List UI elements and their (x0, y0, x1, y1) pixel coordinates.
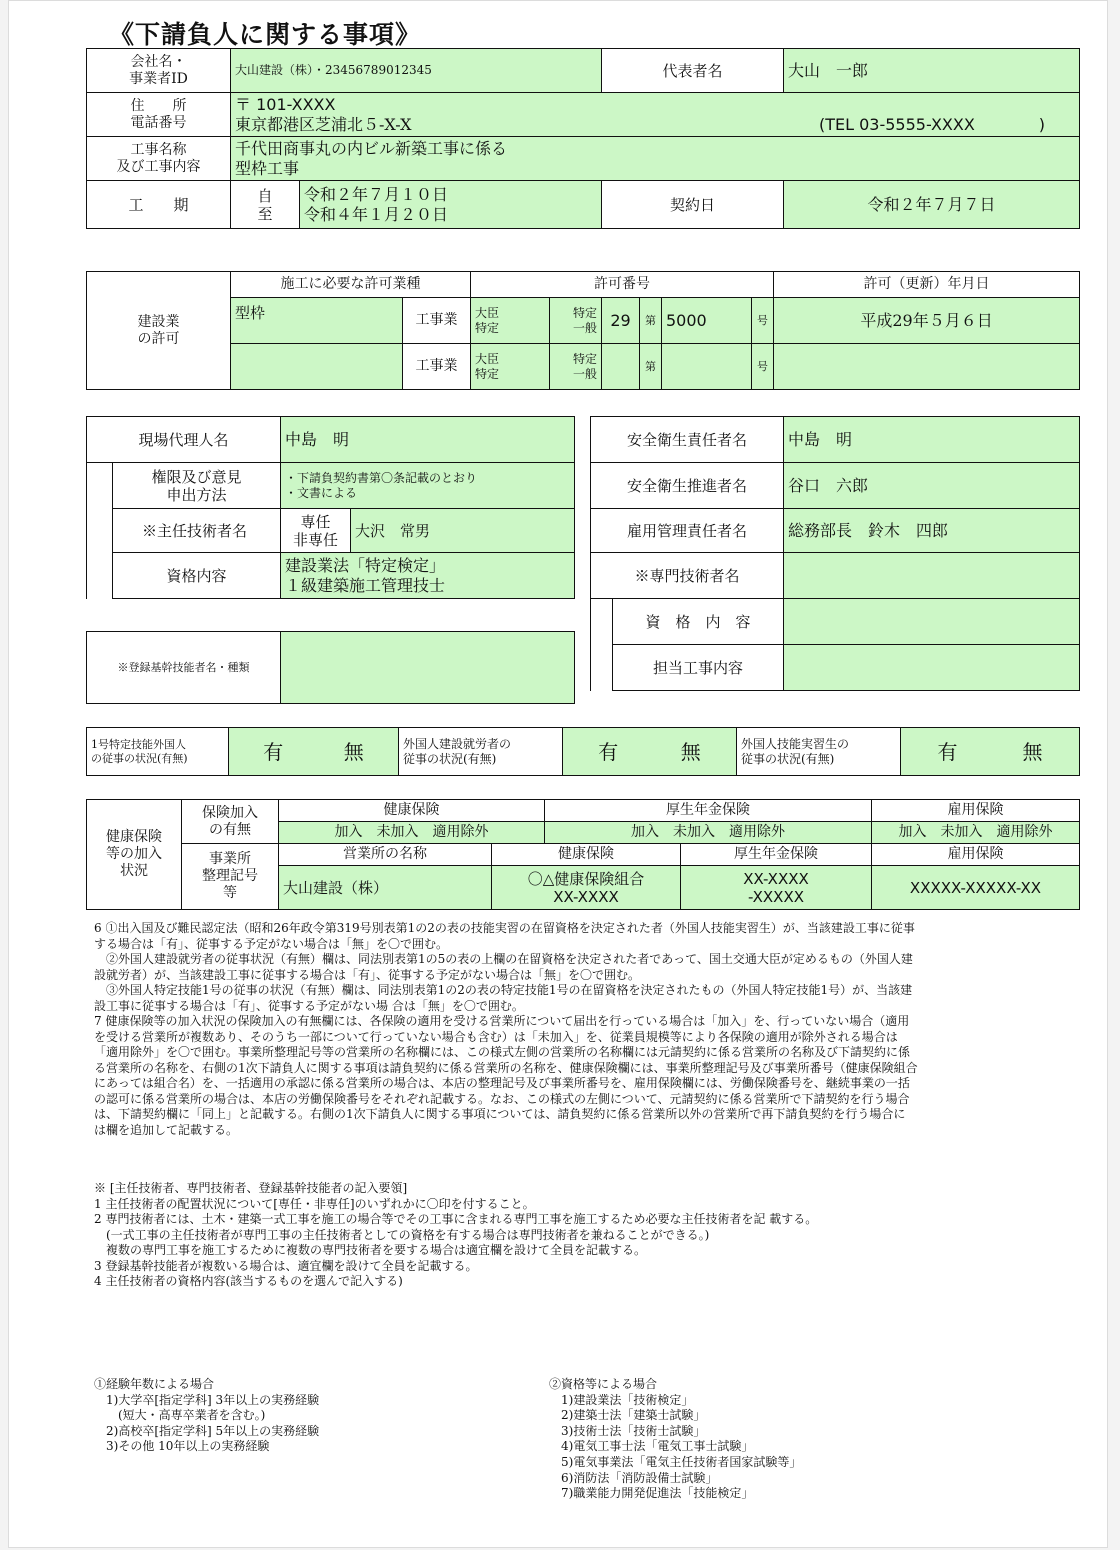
note-line: ②外国人建設就労者の従事状況（有無）欄は、同法別表第1の5の表の上欄の在留資格を決定された者であって、国土交通大臣が定めるもの（外国人建 (94, 952, 913, 966)
authority-label: 権限及び意見 申出方法 (113, 463, 281, 509)
foreign-construction-choice[interactable] (563, 728, 737, 776)
note-line: ③外国人特定技能1号の従事の状況（有無）欄は、同法別表第1の2の表の特定技能1号の在留資格を決定されたもの（外国人特定技能1号）が、当該建 (94, 983, 913, 997)
health-code-header: 健康保険 (492, 844, 681, 866)
site-agent-label: 現場代理人名 (87, 417, 281, 463)
representative-label: 代表者名 (602, 49, 784, 93)
period-label: 工 期 (87, 181, 231, 229)
staff-left-table (86, 416, 575, 599)
guide-line: 4 主任技術者の資格内容(該当するものを選んで記入する) (94, 1274, 403, 1288)
qualification-item: 2)建築士法「建築士試験」 (549, 1408, 706, 1423)
pension-code-value[interactable]: XX-XXXX -XXXXX (681, 866, 872, 910)
office-name-value[interactable]: 大山建設（株） (279, 866, 492, 910)
permit-number-header: 許可番号 (471, 272, 774, 298)
specialist-label: ※専門技術者名 (591, 553, 784, 599)
employment-manager-value[interactable]: 総務部長 鈴木 四郎 (784, 509, 1080, 553)
employment-manager-label: 雇用管理責任者名 (591, 509, 784, 553)
safety-promoter-label: 安全衛生推進者名 (591, 463, 784, 509)
note-line: 設工事に従事する場合は「有」、従事する予定がない場 合は「無」を〇で囲む。 (94, 998, 524, 1013)
period-from-to-labels: 自 至 (231, 181, 300, 229)
note-line: の認可に係る営業所の場合は、本店の労働保険番号をそれぞれ記載する。なお、この様式の左側について、元請契約に係る営業所で下請契約を行う場合 (94, 1091, 910, 1106)
choice-yes[interactable]: 有 (598, 739, 619, 764)
chief-engineer-label: ※主任技術者名 (113, 509, 281, 553)
note-line: る営業所の名称を、右側の1次下請負人に関する事項は請負契約に係る営業所の名称を、健康保険欄には、事業所整理記号及び事業所番号（健康保険組合 (94, 1060, 918, 1075)
permit-row1-dai: 第 (640, 298, 662, 344)
company-name-value[interactable]: 大山建設（株）・23456789012345 (231, 49, 602, 93)
permit-row1-gou: 号 (752, 298, 774, 344)
choice-no[interactable]: 無 (343, 739, 364, 764)
qualification-item: ②資格等による場合 (549, 1377, 658, 1391)
guide-line: 3 登録基幹技能者が複数いる場合は、適宜欄を設けて全員を記載する。 (94, 1258, 478, 1273)
staff-left-indent (87, 463, 113, 599)
qualification-item: 4)電気工事士法「電気工事士試験」 (549, 1439, 754, 1454)
authority-value[interactable]: ・下請負契約書第〇条記載のとおり ・文書による (281, 463, 575, 509)
specialist-qualification-label: 資 格 内 容 (613, 599, 784, 645)
permit-row1-date[interactable]: 平成29年５月６日 (774, 298, 1080, 344)
employment-code-header: 雇用保険 (872, 844, 1080, 866)
choice-yes[interactable]: 有 (937, 739, 958, 764)
safety-manager-value[interactable]: 中島 明 (784, 417, 1080, 463)
notes-section (94, 921, 1084, 1138)
staff-right-table (590, 416, 1080, 691)
postal-code: 〒 101-XXXX (235, 95, 336, 115)
pension-join-options[interactable]: 加入 未加入 適用除外 (545, 822, 872, 844)
employment-join-options[interactable]: 加入 未加入 適用除外 (872, 822, 1080, 844)
specialist-qualification-value[interactable] (784, 599, 1080, 645)
registered-skill-table (86, 631, 575, 704)
permit-row2-kouji: 工事業 (403, 344, 471, 390)
permit-table (86, 271, 1080, 390)
permit-row1-type[interactable]: 型枠 (231, 298, 403, 344)
permit-row2-year[interactable] (602, 344, 640, 390)
work-content: 型枠工事 (235, 158, 300, 178)
document-page (8, 0, 1108, 1548)
note-line: は欄を追加して記載する。 (94, 1122, 239, 1137)
period-to: 令和４年１月２０日 (304, 204, 449, 224)
office-code-label: 事業所 整理記号 等 (182, 844, 279, 910)
qualification-list (549, 1377, 969, 1502)
note-line: 「適用除外」を〇で囲む。事業所整理記号等の営業所の名称欄には、この様式左側の営業所の名称欄には元請契約に係る営業所の名称及び下請契約に係 (94, 1045, 911, 1059)
permit-row2-number[interactable] (662, 344, 752, 390)
insurance-join-label: 保険加入 の有無 (182, 800, 279, 844)
guide-section (94, 1181, 1084, 1290)
office-name-header: 営業所の名称 (279, 844, 492, 866)
guide-line: (一式工事の主任技術者が専門工事の主任技術者としての資格を有する場合は専門技術者を兼ねることができる。) (94, 1227, 710, 1242)
work-value[interactable] (231, 137, 1080, 181)
permit-row2-date[interactable] (774, 344, 1080, 390)
employment-header: 雇用保険 (872, 800, 1080, 822)
foreign-workers-table (86, 727, 1080, 776)
note-line: にあっては組合名）を、一括適用の承認に係る営業所の場合は、本店の整理記号及び事業所番号を、雇用保険欄には、労働保険番号を、継続事業の一括 (94, 1076, 910, 1090)
foreign-trainee-label: 外国人技能実習生の 従事の状況(有無) (737, 728, 901, 776)
period-dates[interactable] (300, 181, 602, 229)
experience-item: 1)大学卒[指定学科] 3年以上の実務経験 (94, 1392, 320, 1407)
permit-row1-kouji: 工事業 (403, 298, 471, 344)
note-line: 7 健康保険等の加入状況の保険加入の有無欄には、各保険の適用を受ける営業所について届出を行っている場合は「加入」を、行っていない場合（適用 (94, 1014, 910, 1028)
safety-promoter-value[interactable]: 谷口 六郎 (784, 463, 1080, 509)
chief-engineer-value[interactable]: 大沢 常男 (351, 509, 575, 553)
staff-right-indent (591, 599, 613, 691)
note-line: は、下請契約欄に「同上」と記載する。右側の1次下請負人に関する事項については、請負契約に係る営業所以外の営業所で再下請負契約を行う場合に (94, 1107, 906, 1121)
note-line: する場合は「有」、従事する予定がない場合は「無」を〇で囲む。 (94, 936, 449, 951)
work-label: 工事名称 及び工事内容 (87, 137, 231, 181)
insurance-section-label: 健康保険 等の加入 状況 (87, 800, 182, 910)
experience-item: (短大・高専卒業者を含む。) (94, 1408, 266, 1423)
permit-row2-type[interactable] (231, 344, 403, 390)
guide-line: ※ [主任技術者、専門技術者、登録基幹技能者の記入要領] (94, 1181, 408, 1195)
permit-type-header: 施工に必要な許可業種 (231, 272, 471, 298)
pension-header: 厚生年金保険 (545, 800, 872, 822)
pension-code-header: 厚生年金保険 (681, 844, 872, 866)
qualification-item: 7)職業能力開発促進法「技能検定」 (549, 1486, 754, 1501)
representative-value[interactable]: 大山 一郎 (784, 49, 1080, 93)
experience-item: ①経験年数による場合 (94, 1377, 215, 1391)
note-line: 設就労者）が、当該建設工事に従事する場合は「有」、従事する予定がない場合は「無」を〇で囲む。 (94, 967, 641, 982)
specialist-work-label: 担当工事内容 (613, 645, 784, 691)
foreign-construction-label: 外国人建設就労者の 従事の状況(有無) (399, 728, 563, 776)
foreign-trainee-choice[interactable] (901, 728, 1080, 776)
telephone: (TEL 03-5555-XXXX ) (818, 114, 1046, 134)
contract-date-value[interactable]: 令和２年７月７日 (784, 181, 1080, 229)
permit-row2-class[interactable]: 特定 一般 (550, 344, 602, 390)
specialist-value[interactable] (784, 553, 1080, 599)
qualification-item: 1)建設業法「技術検定」 (549, 1392, 694, 1407)
employment-code-value[interactable]: XXXXX-XXXXX-XX (872, 866, 1080, 910)
period-from: 令和２年７月１０日 (304, 185, 449, 205)
permit-row1-authority[interactable]: 大臣 特定 (471, 298, 550, 344)
insurance-table (86, 799, 1080, 910)
guide-line: 1 主任技術者の配置状況について[専任・非専任]のいずれかに〇印を付すること。 (94, 1196, 535, 1211)
permit-row1-class[interactable]: 特定 一般 (550, 298, 602, 344)
work-name: 千代田商事丸の内ビル新築工事に係る (235, 139, 508, 159)
permit-row2-gou: 号 (752, 344, 774, 390)
permit-row2-authority[interactable]: 大臣 特定 (471, 344, 550, 390)
qualification-value[interactable]: 建設業法「特定検定」 １級建築施工管理技士 (281, 553, 575, 599)
foreign-specified-choice[interactable] (229, 728, 399, 776)
guide-line: 2 専門技術者には、土木・建築一式工事を施工の場合等でその工事に含まれる専門工事を施工するため必要な主任技術者を記 載する。 (94, 1212, 818, 1226)
address-value[interactable] (231, 93, 1080, 137)
registered-skill-label: ※登録基幹技能者名・種類 (87, 632, 281, 704)
registered-skill-value[interactable] (281, 632, 575, 704)
permit-date-header: 許可（更新）年月日 (774, 272, 1080, 298)
foreign-specified-label: 1号特定技能外国人 の従事の状況(有無) (87, 728, 229, 776)
permit-row1-number[interactable]: 5000 (662, 298, 752, 344)
company-name-label: 会社名・ 事業者ID (87, 49, 231, 93)
note-line: を受ける営業所が複数あり、そのうち一部について行っていない場合も含む）は「未加入」を、従業員規模等により各保険の適用が除外される場合は (94, 1029, 898, 1044)
qualification-item: 6)消防法「消防設備士試験」 (549, 1470, 718, 1485)
choice-no[interactable]: 無 (680, 739, 701, 764)
choice-yes[interactable]: 有 (263, 739, 284, 764)
safety-manager-label: 安全衛生責任者名 (591, 417, 784, 463)
contract-date-label: 契約日 (602, 181, 784, 229)
site-agent-value[interactable]: 中島 明 (281, 417, 575, 463)
company-table (86, 48, 1080, 229)
document-title: 《下請負人に関する事項》 (109, 20, 422, 49)
health-code-value[interactable]: 〇△健康保険組合 XX-XXXX (492, 866, 681, 910)
chief-engineer-type[interactable]: 専任 非専任 (281, 509, 351, 553)
experience-item: 3)その他 10年以上の実務経験 (94, 1439, 270, 1454)
choice-no[interactable]: 無 (1022, 739, 1043, 764)
qualification-item: 3)技術士法「技術士試験」 (549, 1423, 706, 1438)
permit-row2-dai: 第 (640, 344, 662, 390)
street-address: 東京都港区芝浦北５-X-X (235, 114, 412, 134)
qualification-label: 資格内容 (113, 553, 281, 599)
permit-row1-year[interactable]: 29 (602, 298, 640, 344)
specialist-work-value[interactable] (784, 645, 1080, 691)
experience-item: 2)高校卒[指定学科] 5年以上の実務経験 (94, 1423, 320, 1438)
experience-list (94, 1377, 514, 1455)
health-join-options[interactable]: 加入 未加入 適用除外 (279, 822, 545, 844)
address-label: 住 所 電話番号 (87, 93, 231, 137)
guide-line: 複数の専門工事を施工するために複数の専門技術者を要する場合は適宜欄を設けて全員を記載する。 (94, 1243, 647, 1257)
health-header: 健康保険 (279, 800, 545, 822)
qualification-item: 5)電気事業法「電気主任技術者国家試験等」 (549, 1454, 802, 1469)
permit-section-label: 建設業 の許可 (87, 272, 231, 390)
note-line: 6 ①出入国及び難民認定法（昭和26年政令第319号別表第1の2の表の技能実習の在留資格を決定された者（外国人技能実習生）が、当該建設工事に従事 (94, 921, 915, 935)
